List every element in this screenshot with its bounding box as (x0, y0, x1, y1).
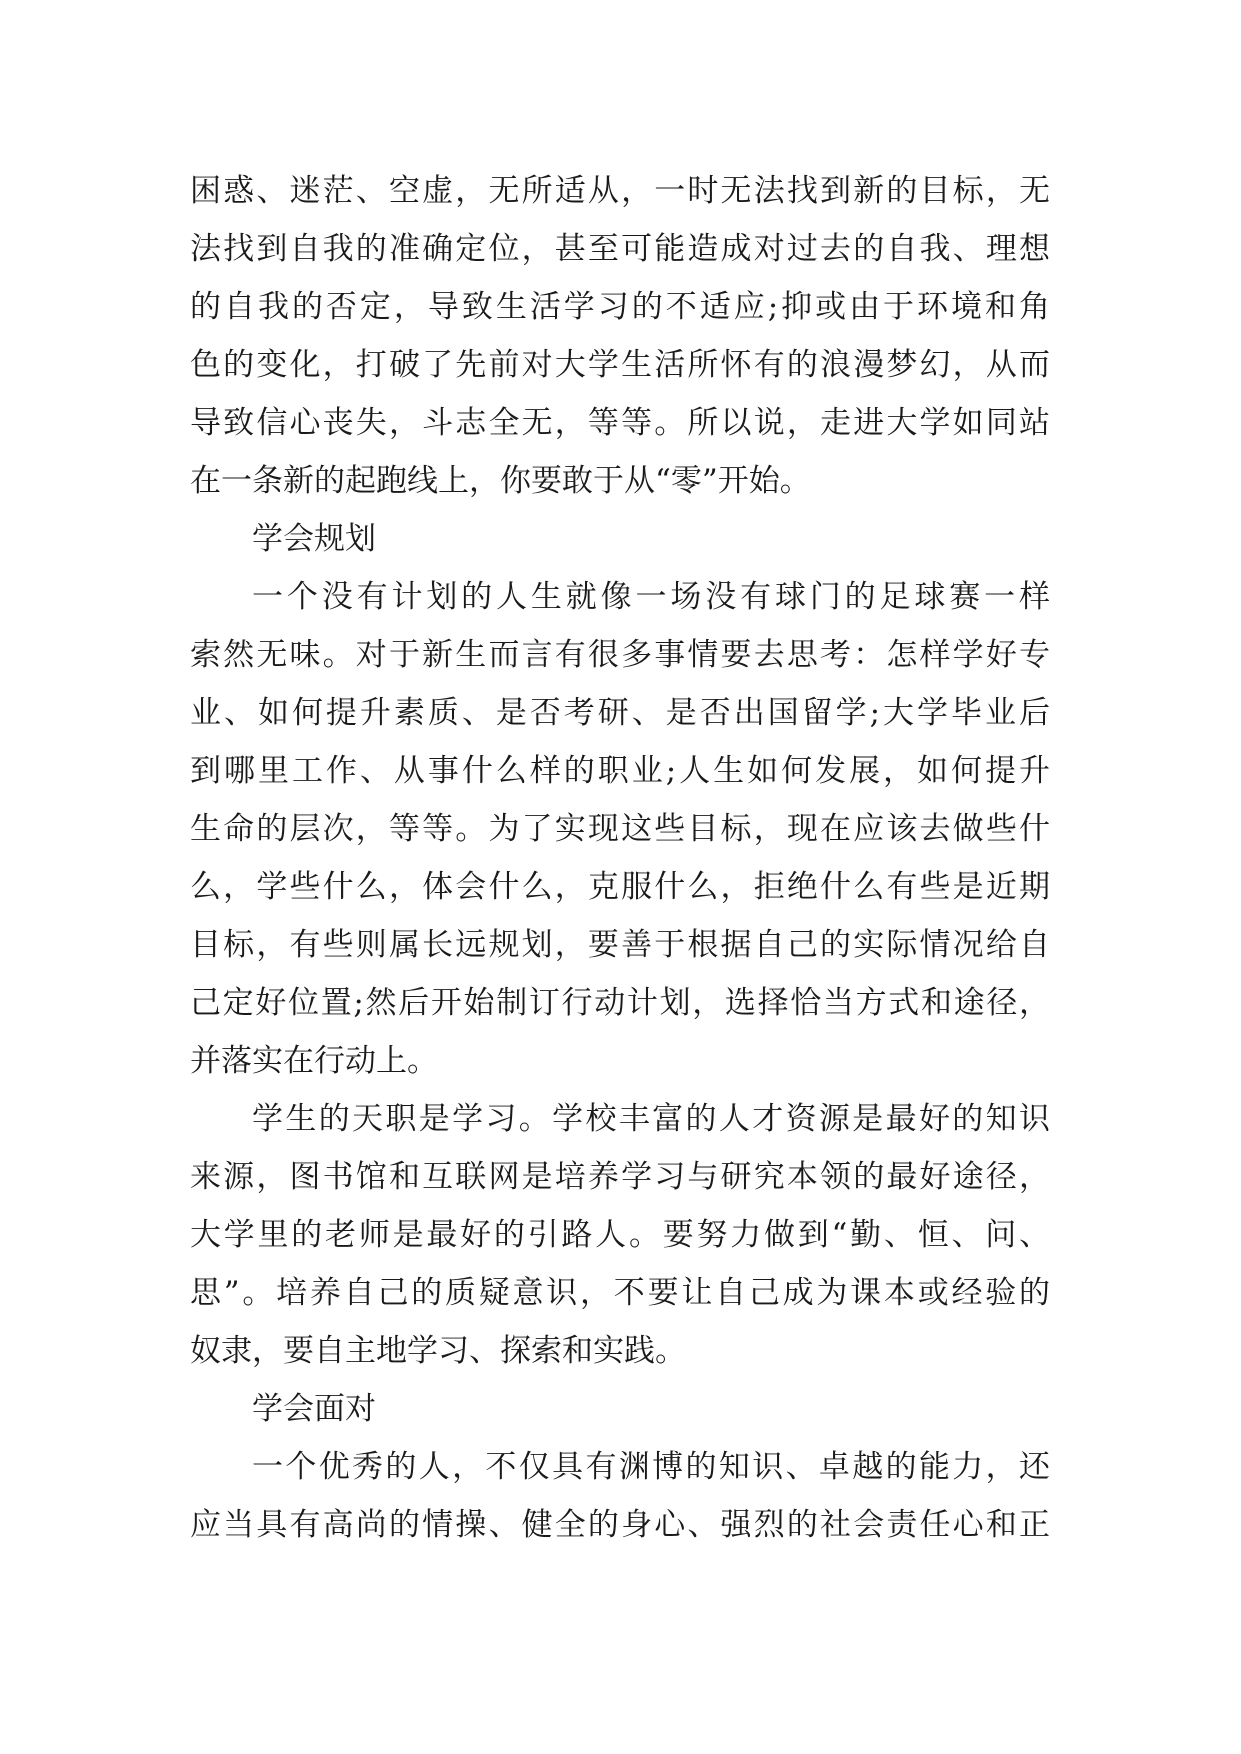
paragraph-first-line: 一个优秀的人，不仅具有渊博的知识、卓越的能力，还 (252, 1449, 1050, 1485)
text-line: 的自我的否定，导致生活学习的不适应;抑或由于环境和角 (190, 289, 1050, 325)
text-line: 思”。培养自己的质疑意识，不要让自己成为课本或经验的 (190, 1275, 1050, 1311)
text-line: 奴隶，要自主地学习、探索和实践。 (190, 1333, 686, 1369)
text-line: 生命的层次，等等。为了实现这些目标，现在应该去做些什 (190, 811, 1050, 847)
text-line: 导致信心丧失，斗志全无，等等。所以说，走进大学如同站 (190, 405, 1050, 441)
text-line: 并落实在行动上。 (190, 1043, 438, 1079)
section-heading: 学会面对 (252, 1391, 376, 1427)
text-line: 索然无味。对于新生而言有很多事情要去思考：怎样学好专 (190, 637, 1050, 673)
text-line: 到哪里工作、从事什么样的职业;人生如何发展，如何提升 (190, 753, 1050, 789)
text-line: 目标，有些则属长远规划，要善于根据自己的实际情况给自 (190, 927, 1050, 963)
document-body (190, 162, 1050, 1554)
text-line: 困惑、迷茫、空虚，无所适从，一时无法找到新的目标，无 (190, 173, 1050, 209)
text-line: 法找到自我的准确定位，甚至可能造成对过去的自我、理想 (190, 231, 1050, 267)
text-line: 应当具有高尚的情操、健全的身心、强烈的社会责任心和正 (190, 1507, 1050, 1543)
text-line: 大学里的老师是最好的引路人。要努力做到“勤、恒、问、 (190, 1217, 1050, 1253)
paragraph-first-line: 学生的天职是学习。学校丰富的人才资源是最好的知识 (252, 1101, 1050, 1137)
text-line: 么，学些什么，体会什么，克服什么，拒绝什么有些是近期 (190, 869, 1050, 905)
text-line: 在一条新的起跑线上，你要敢于从“零”开始。 (190, 463, 811, 499)
paragraph-first-line: 一个没有计划的人生就像一场没有球门的足球赛一样 (252, 579, 1050, 615)
text-line: 业、如何提升素质、是否考研、是否出国留学;大学毕业后 (190, 695, 1050, 731)
text-line: 色的变化，打破了先前对大学生活所怀有的浪漫梦幻，从而 (190, 347, 1050, 383)
text-line: 己定好位置;然后开始制订行动计划，选择恰当方式和途径， (190, 985, 1050, 1021)
text-line: 来源，图书馆和互联网是培养学习与研究本领的最好途径， (190, 1159, 1050, 1195)
section-heading: 学会规划 (252, 521, 376, 557)
